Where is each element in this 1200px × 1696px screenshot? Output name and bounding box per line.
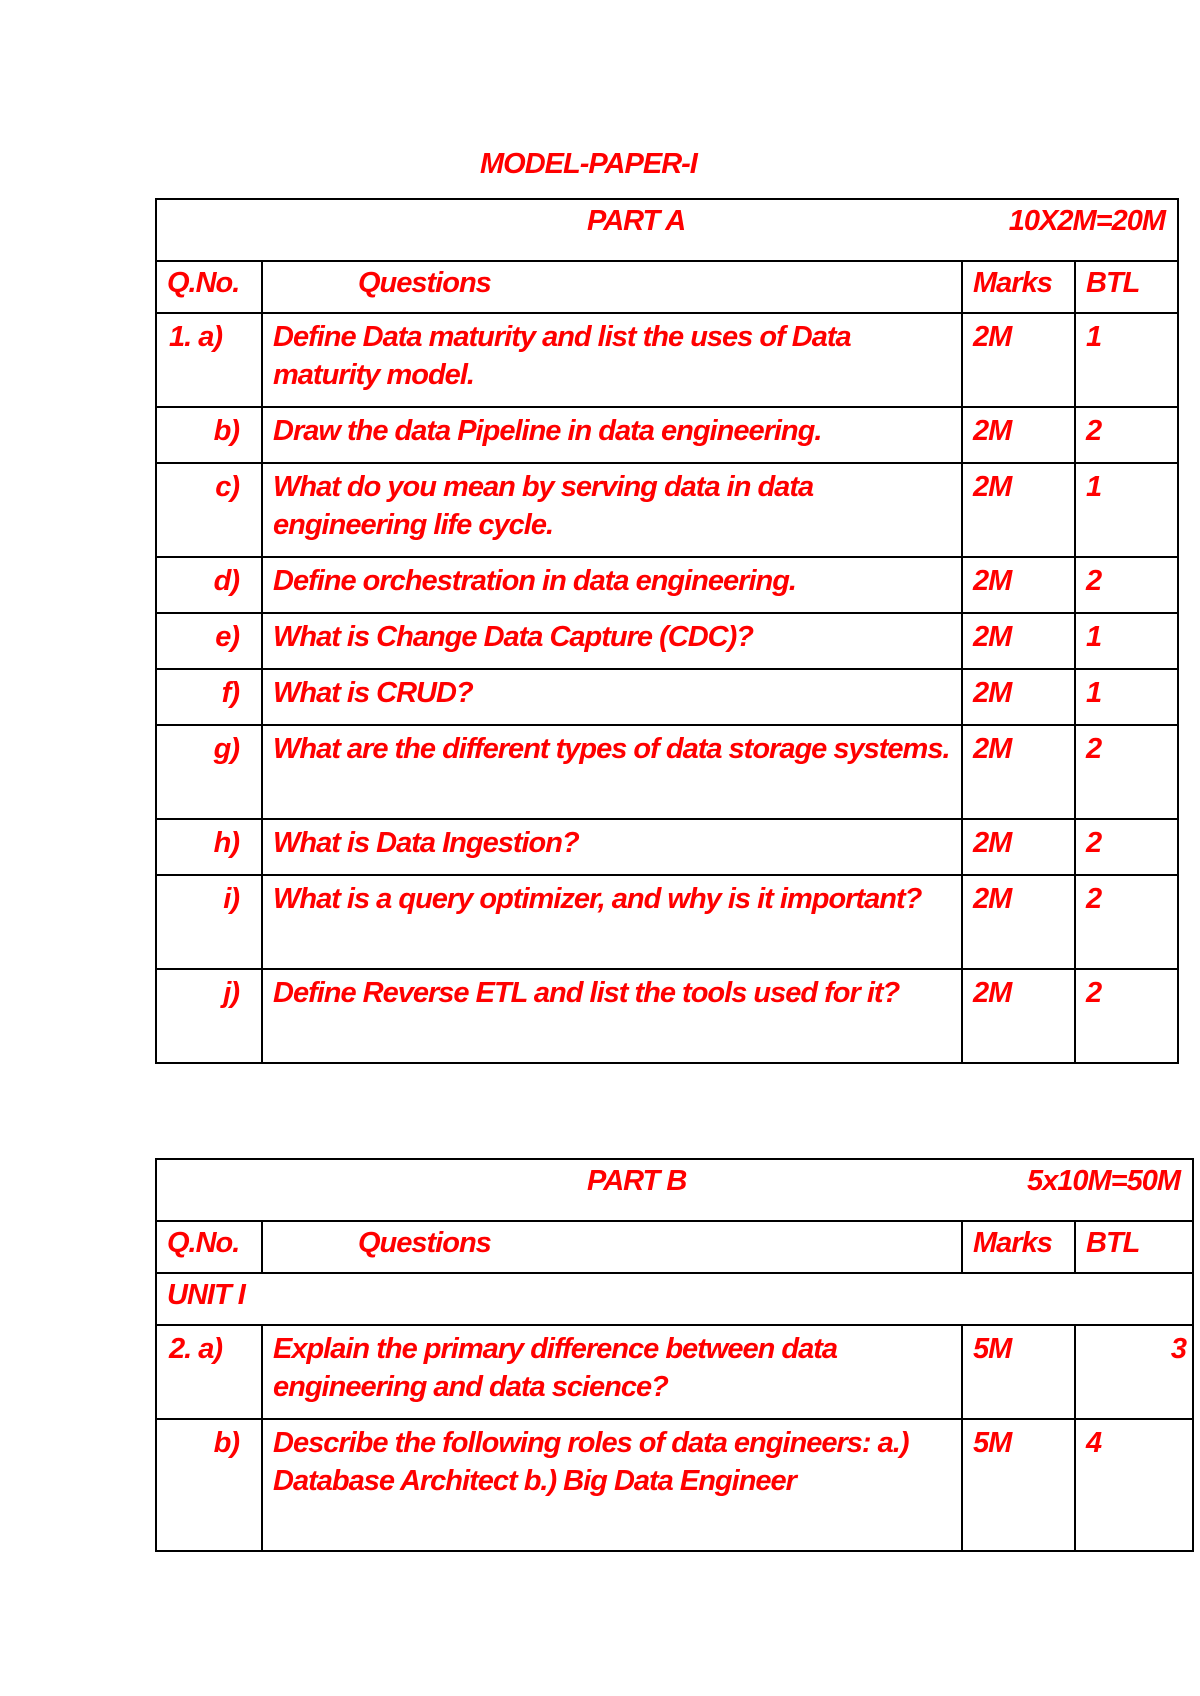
part-a-header-row	[156, 261, 1178, 313]
part-a-label: PART A	[587, 205, 686, 237]
question-number: f)	[156, 669, 262, 725]
table-row	[156, 613, 1178, 669]
header-marks: Marks	[962, 1221, 1075, 1273]
table-row	[156, 725, 1178, 819]
question-number: e)	[156, 613, 262, 669]
question-text: Draw the data Pipeline in data engineering.	[262, 407, 962, 463]
table-row	[156, 557, 1178, 613]
part-b-marks-scheme: 5x10M=50M	[1026, 1165, 1180, 1197]
question-text: What are the different types of data storage systems.	[262, 725, 962, 819]
question-marks: 2M	[962, 407, 1075, 463]
question-btl: 1	[1075, 613, 1178, 669]
question-marks: 2M	[962, 557, 1075, 613]
question-number: i)	[156, 875, 262, 969]
header-questions: Questions	[262, 261, 962, 313]
question-btl: 1	[1075, 313, 1178, 407]
question-btl: 3	[1075, 1325, 1193, 1419]
question-number: 2. a)	[156, 1325, 262, 1419]
table-row	[156, 875, 1178, 969]
part-b-label: PART B	[587, 1165, 687, 1197]
table-row	[156, 819, 1178, 875]
table-row	[156, 407, 1178, 463]
question-number: c)	[156, 463, 262, 557]
unit-row	[156, 1273, 1193, 1325]
question-text: What do you mean by serving data in data engineering life cycle.	[262, 463, 962, 557]
unit-label: UNIT I	[156, 1273, 1193, 1325]
table-row	[156, 1325, 1193, 1419]
question-btl: 2	[1075, 407, 1178, 463]
question-text: What is CRUD?	[262, 669, 962, 725]
question-number: j)	[156, 969, 262, 1063]
question-marks: 5M	[962, 1325, 1075, 1419]
paper-title: MODEL-PAPER-I	[480, 148, 697, 180]
question-marks: 2M	[962, 463, 1075, 557]
header-btl: BTL	[1075, 261, 1178, 313]
table-row	[156, 1419, 1193, 1551]
question-btl: 4	[1075, 1419, 1193, 1551]
question-marks: 2M	[962, 819, 1075, 875]
header-questions: Questions	[262, 1221, 962, 1273]
question-text: Describe the following roles of data engineers: a.) Database Architect b.) Big Data Engineer	[262, 1419, 962, 1551]
question-btl: 2	[1075, 819, 1178, 875]
question-text: Define Data maturity and list the uses of Data maturity model.	[262, 313, 962, 407]
question-btl: 2	[1075, 557, 1178, 613]
question-text: Define Reverse ETL and list the tools used for it?	[262, 969, 962, 1063]
question-btl: 2	[1075, 969, 1178, 1063]
table-row	[156, 313, 1178, 407]
question-number: d)	[156, 557, 262, 613]
question-text: Explain the primary difference between data engineering and data science?	[262, 1325, 962, 1419]
question-number: h)	[156, 819, 262, 875]
question-marks: 2M	[962, 669, 1075, 725]
question-marks: 2M	[962, 725, 1075, 819]
part-a-marks-scheme: 10X2M=20M	[1008, 205, 1165, 237]
table-row	[156, 969, 1178, 1063]
question-btl: 2	[1075, 725, 1178, 819]
question-text: What is Change Data Capture (CDC)?	[262, 613, 962, 669]
question-marks: 2M	[962, 313, 1075, 407]
question-marks: 5M	[962, 1419, 1075, 1551]
header-qno: Q.No.	[156, 261, 262, 313]
table-row	[156, 463, 1178, 557]
header-btl: BTL	[1075, 1221, 1193, 1273]
question-text: What is Data Ingestion?	[262, 819, 962, 875]
question-number: g)	[156, 725, 262, 819]
question-btl: 1	[1075, 669, 1178, 725]
part-b-table	[155, 1158, 1194, 1552]
part-a-title-row	[156, 199, 1178, 261]
part-b-header-row	[156, 1221, 1193, 1273]
question-number: 1. a)	[156, 313, 262, 407]
question-number: b)	[156, 407, 262, 463]
header-marks: Marks	[962, 261, 1075, 313]
question-btl: 2	[1075, 875, 1178, 969]
question-marks: 2M	[962, 875, 1075, 969]
question-marks: 2M	[962, 969, 1075, 1063]
question-text: Define orchestration in data engineering.	[262, 557, 962, 613]
question-btl: 1	[1075, 463, 1178, 557]
header-qno: Q.No.	[156, 1221, 262, 1273]
part-b-title-row	[156, 1159, 1193, 1221]
part-a-table	[155, 198, 1179, 1064]
question-text: What is a query optimizer, and why is it important?	[262, 875, 962, 969]
question-number: b)	[156, 1419, 262, 1551]
table-row	[156, 669, 1178, 725]
question-marks: 2M	[962, 613, 1075, 669]
